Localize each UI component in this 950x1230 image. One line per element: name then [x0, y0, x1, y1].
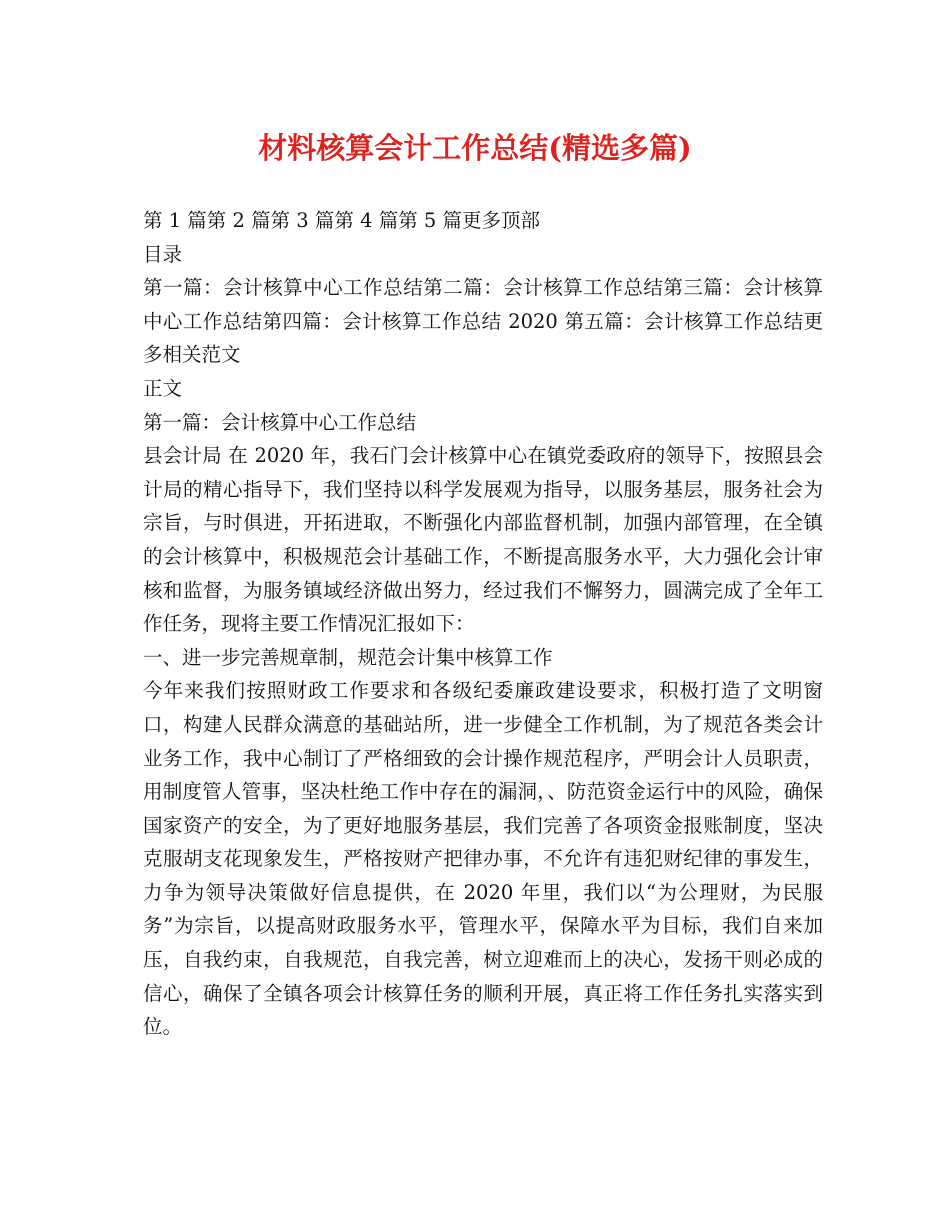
- chapter-heading: 第一篇：会计核算中心工作总结: [143, 410, 417, 434]
- body-heading: 正文: [143, 376, 183, 400]
- section-nav-line: 第 1 篇第 2 篇第 3 篇第 4 篇第 5 篇更多顶部: [143, 209, 541, 232]
- document-body: [143, 204, 823, 1044]
- body-paragraph: 今年来我们按照财政工作要求和各级纪委廉政建设要求，积极打造了文明窗口，构建人民群众满意的基础站所，进一步健全工作机制，为了规范各类会计业务工作，我中心制订了严格细致的会计操作规范程序，严明会计人员职责，用制度管人管事，坚决杜绝工作中存在的漏洞，、防范资金运行中的风险，确保国家资产的安全，为了更好地服务基层，我们完善了各项资金报账制度，坚决克服胡支花现象发生，严格按财产把律办事，不允许有违犯财纪律的事发生，力争为领导决策做好信息提供，在 2020 年里，我们以“为公理财，为民服务”为宗旨，以提高财政服务水平，管理水平，保障水平为目标，我们自来加压，自我约束，自我规范，自我完善，树立迎难而上的决心，发扬干则必成的信心，确保了全镇各项会计核算任务的顺利开展，真正将工作任务扎实落实到位。: [143, 679, 823, 1039]
- body-paragraph: 县会计局 在 2020 年，我石门会计核算中心在镇党委政府的领导下，按照县会计局的精心指导下，我们坚持以科学发展观为指导，以服务基层，服务社会为宗旨，与时俱进，开拓进取，不断强化内部监督机制，加强内部管理，在全镇的会计核算中，积极规范会计基础工作，不断提高服务水平，大力强化会计审核和监督，为服务镇域经济做出努力，经过我们不懈努力，圆满完成了全年工作任务，现将主要工作情况汇报如下：: [143, 444, 823, 636]
- document-title: 材料核算会计工作总结(精选多篇): [258, 131, 692, 165]
- toc-heading: 目录: [143, 242, 183, 266]
- toc-entries: 第一篇：会计核算中心工作总结第二篇：会计核算工作总结第三篇：会计核算中心工作总结第四篇：会计核算工作总结 2020 第五篇：会计核算工作总结更多相关范文: [143, 276, 823, 367]
- section-heading: 一、进一步完善规章制，规范会计集中核算工作: [143, 645, 553, 669]
